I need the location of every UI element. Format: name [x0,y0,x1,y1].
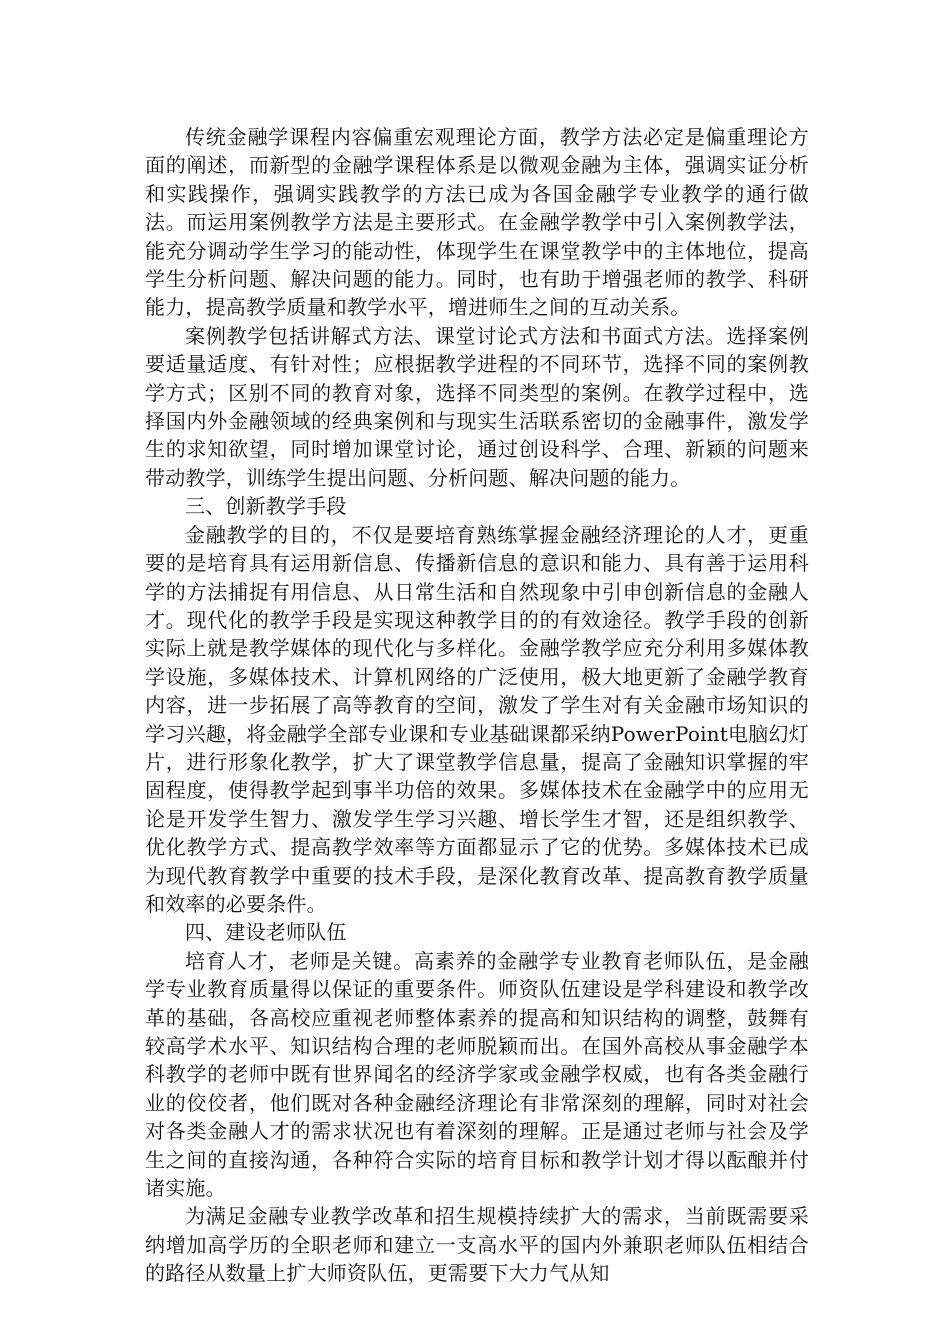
section-heading-build-teacher-team: 四、建设老师队伍 [185,920,347,945]
section-heading-innovate-teaching-means: 三、创新教学手段 [185,494,347,519]
paragraph-teaching-means: 金融教学的目的，不仅是要培育熟练掌握金融经济理论的人才，更重要的是培育具有运用新信息、传播新信息的意识和能力、具有善于运用科学的方法捕捉有用信息、从日常生活和自然现象中引申创新信息的金融人才。现代化的教学手段是实现这种教学目的的有效途径。教学手段的创新实际上就是教学媒体的现代化与多样化。金融学教学应充分利用多媒体教学设施，多媒体技术、计算机网络的广泛使用，极大地更新了金融学教育内容，进一步拓展了高等教育的空间，激发了学生对有关金融市场知识的学习兴趣，将金融学全部专业课和专业基础课都采纳PowerPoint电脑幻灯片，进行形象化教学，扩大了课堂教学信息量，提高了金融知识掌握的牢固程度，使得教学起到事半功倍的效果。多媒体技术在金融学中的应用无论是开发学生智力、激发学生学习兴趣、增长学生才智，还是组织教学、优化教学方式、提高教学效率等方面都显示了它的优势。多媒体技术已成为现代教育教学中重要的技术手段，是深化教育改革、提高教育教学质量和效率的必要条件。 [145,522,809,916]
paragraph-case-teaching-intro: 传统金融学课程内容偏重宏观理论方面，教学方法必定是偏重理论方面的阐述，而新型的金融学课程体系是以微观金融为主体，强调实证分析和实践操作，强调实践教学的方法已成为各国金融学专业教学的通行做法。而运用案例教学方法是主要形式。在金融学教学中引入案例教学法，能充分调动学生学习的能动性，体现学生在课堂教学中的主体地位，提高学生分析问题、解决问题的能力。同时，也有助于增强老师的教学、科研能力，提高教学质量和教学水平，增进师生之间的互动关系。 [145,125,809,320]
document-body [145,123,809,1288]
paragraph-case-teaching-methods: 案例教学包括讲解式方法、课堂讨论式方法和书面式方法。选择案例要适量适度、有针对性；应根据教学进程的不同环节，选择不同的案例教学方式；区别不同的教育对象，选择不同类型的案例。在教学过程中，选择国内外金融领域的经典案例和与现实生活联系密切的金融事件，激发学生的求知欲望，同时增加课堂讨论，通过创设科学、合理、新颖的问题来带动教学，训练学生提出问题、分析问题、解决问题的能力。 [145,323,809,490]
paragraph-teacher-team: 培育人才，老师是关键。高素养的金融学专业教育老师队伍，是金融学专业教育质量得以保证的重要条件。师资队伍建设是学科建设和教学改革的基础，各高校应重视老师整体素养的提高和知识结构的调整，鼓舞有较高学术水平、知识结构合理的老师脱颖而出。在国外高校从事金融学本科教学的老师中既有世界闻名的经济学家或金融学权威，也有各类金融行业的佼佼者，他们既对各种金融经济理论有非常深刻的理解，同时对社会对各类金融人才的需求状况也有着深刻的理解。正是通过老师与社会及学生之间的直接沟通，各种符合实际的培育目标和教学计划才得以酝酿并付诸实施。 [145,948,809,1201]
paragraph-teacher-expansion: 为满足金融专业教学改革和招生规模持续扩大的需求，当前既需要采纳增加高学历的全职老师和建立一支高水平的国内外兼职老师队伍相结合的路径从数量上扩大师资队伍，更需要下大力气从知 [145,1204,809,1286]
